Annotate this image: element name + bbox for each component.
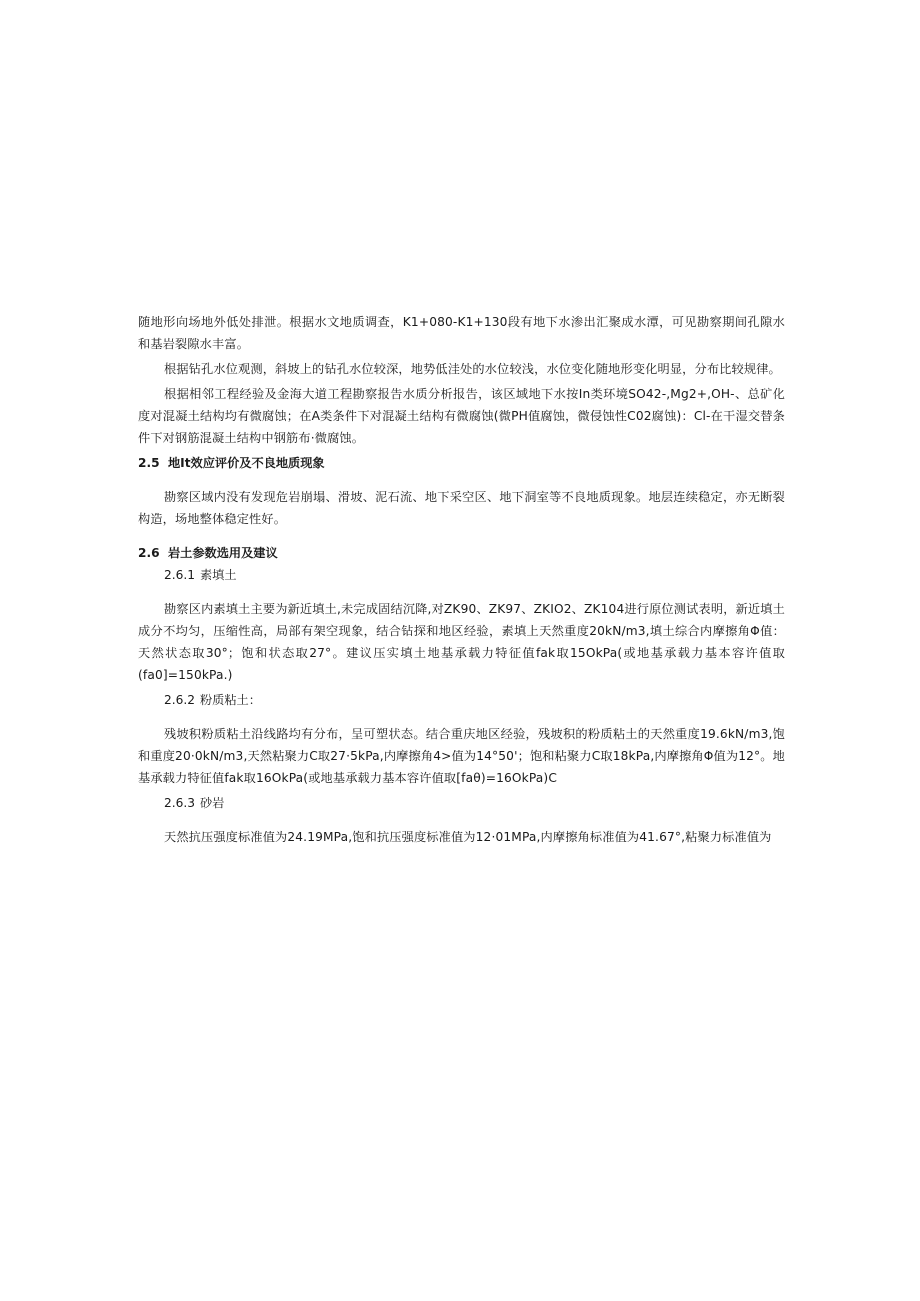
subsection-heading-2-6-3 <box>138 792 785 814</box>
subsection-title: 砂岩 <box>200 796 225 810</box>
section-heading-2-5 <box>138 452 785 474</box>
paragraph-corrosion: 根据相邻工程经验及金海大道工程勘察报告水质分析报告，该区域地下水按In类环境SO42-,Mg2+,OH-、总矿化度对混凝土结构均有微腐蚀；在A类条件下对混凝土结构有微腐蚀(微PH值腐蚀，微侵蚀性C02腐蚀)：Cl-在干湿交替条件下对钢筋混凝土结构中钢筋布·微腐蚀。 <box>138 387 785 445</box>
subsection-title: 粉质粘土： <box>200 693 261 707</box>
paragraph-groundwater-discharge: 随地形向场地外低处排泄。根据水文地质调查，K1+080-K1+130段有地下水渗出汇聚成水潭，可见勘察期间孔隙水和基岩裂隙水丰富。 <box>138 315 785 351</box>
section-number: 2.5 <box>138 456 160 470</box>
paragraph-silty-clay: 残坡积粉质粘土沿线路均有分布，呈可塑状态。结合重庆地区经验，残坡积的粉质粘土的天然重度19.6kN∕m3,饱和重度20·0kN∕m3,天然粘聚力C取27·5kPa,内摩擦角4>值为14°50'；饱和粘聚力C取18kPa,内摩擦角Φ值为12°。地基承载力特征值fak取16OkPa(或地基承载力基本容许值取[faθ)=16OkPa)C <box>138 727 785 785</box>
section-number: 2.6 <box>138 546 160 560</box>
subsection-number: 2.6.2 <box>164 693 196 707</box>
section-heading-2-6 <box>138 542 785 564</box>
subsection-heading-2-6-1 <box>138 564 785 586</box>
subsection-title: 素填土 <box>200 568 237 582</box>
section-title: 地It效应评价及不良地质现象 <box>168 456 325 470</box>
section-title: 岩土参数选用及建议 <box>168 546 278 560</box>
paragraph-sandstone: 天然抗压强度标准值为24.19MPa,饱和抗压强度标准值为12·01MPa,内摩擦角标准值为41.67°,粘聚力标准值为 <box>164 830 772 844</box>
subsection-number: 2.6.1 <box>164 568 196 582</box>
paragraph-geologic-hazards: 勘察区域内没有发现危岩崩塌、滑坡、泥石流、地下采空区、地下洞室等不良地质现象。地层连续稳定，亦无断裂构造，场地整体稳定性好。 <box>138 490 785 526</box>
paragraph-water-level: 根据钻孔水位观测，斜坡上的钻孔水位较深，地势低洼处的水位较浅，水位变化随地形变化明显，分布比较规律。 <box>164 362 781 376</box>
subsection-number: 2.6.3 <box>164 796 196 810</box>
document-body <box>138 311 785 848</box>
paragraph-fill-soil: 勘察区内素填土主要为新近填土,未完成固结沉降,对ZK90、ZK97、ZKIO2、ZK104进行原位测试表明，新近填土成分不均匀，压缩性高，局部有架空现象，结合钻探和地区经验，素填上天然重度20kN∕m3,填土综合内摩擦角Φ值：天然状态取30°；饱和状态取27°。建议压实填土地基承载力特征值fak取15OkPa(或地基承载力基本容许值取(fa0]=150kPa.) <box>138 602 785 682</box>
subsection-heading-2-6-2 <box>138 689 785 711</box>
